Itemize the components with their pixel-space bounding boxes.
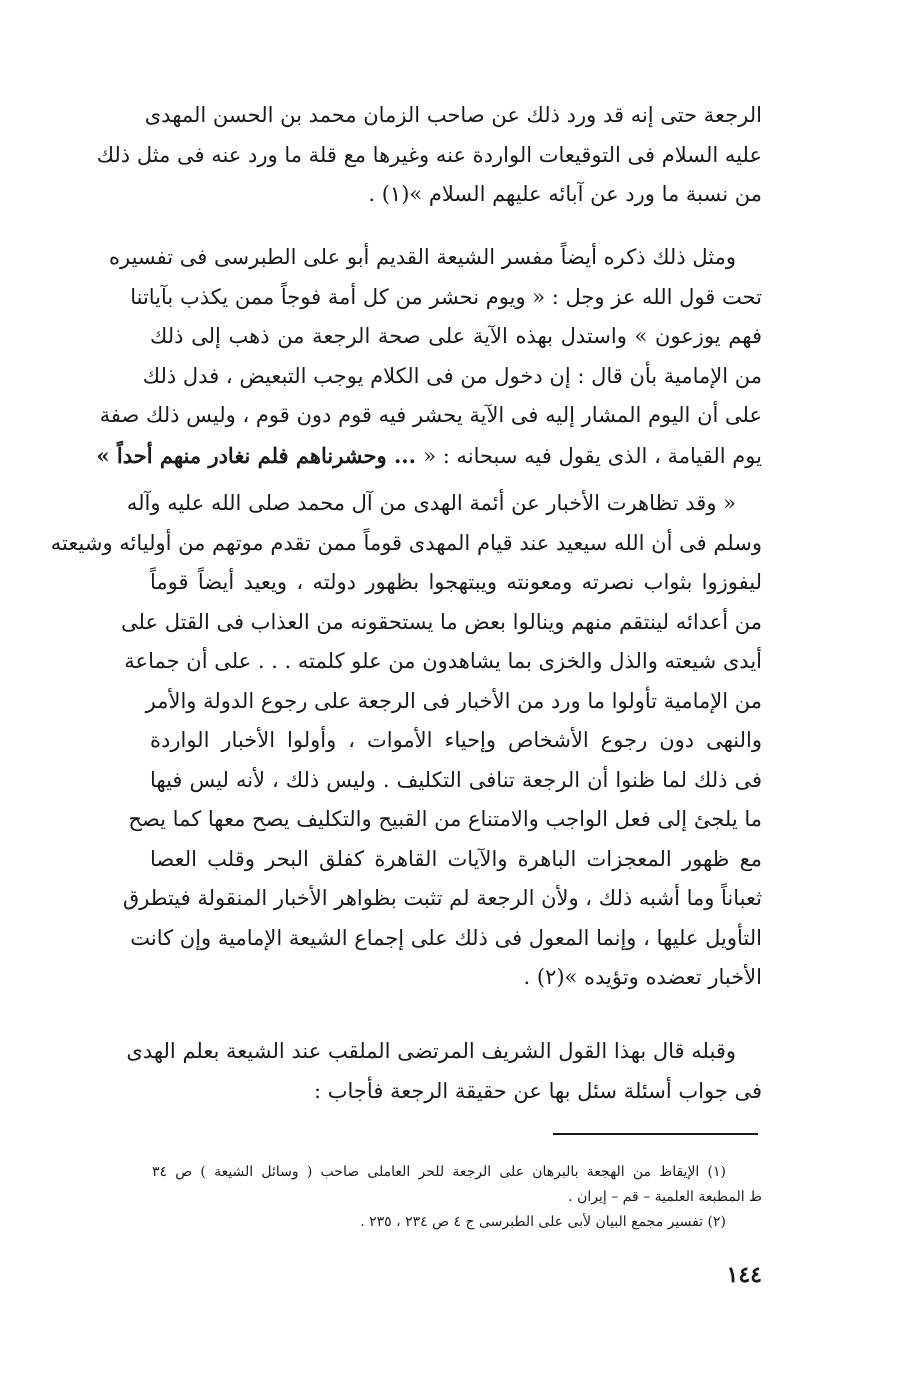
text-line: تحت قول الله عز وجل : « ويوم نحشر من كل أمة فوجاً ممن يكذب بآياتنا [130,284,762,309]
footnote-divider [553,1133,758,1135]
text-line: من أعدائه لينتقم منهم وينالوا بعض ما يستحقونه من العذاب فى القتل على [121,609,762,634]
quranic-quote: ... وحشرناهم فلم نغادر منهم أحداً » [96,442,424,468]
text-line: أيدى شيعته والذل والخزى بما يشاهدون من علو كلمته . . . على أن جماعة [124,649,762,673]
paragraph-4 [126,1032,762,1111]
text-line: ومثل ذلك ذكره أيضاً مفسر الشيعة القديم أبو على الطبرسى فى تفسيره [109,245,736,269]
text-line: من الإمامية بأن قال : إن دخول من فى الكلام يوجب التبعيض ، فدل ذلك [142,363,762,388]
text-line: الرجعة حتى إنه قد ورد ذلك عن صاحب الزمان محمد بن الحسن المهدى [144,103,762,127]
footnote-1: (١) الإيقاظ من الهجعة بالبرهان على الرجعة للحر العاملى صاحب ( وسائل الشيعة ) ص ٣٤ [152,1164,726,1180]
text-line: التأويل عليها ، وإنما المعول فى ذلك على إجماع الشيعة الإمامية وإن كانت [130,925,762,950]
text-line-plain: يوم القيامة ، الذى يقول فيه سبحانه : « [423,443,762,468]
text-line: مع ظهور المعجزات الباهرة والآيات القاهرة كفلق البحر وقلب العصا [150,846,762,871]
paragraph-1 [96,96,762,215]
text-line: وسلم فى أن الله سيعيد عند قيام المهدى قوماً ممن تقدم موتهم من أوليائه وشيعته [50,530,762,555]
text-line: فى ذلك لما ظنوا أن الرجعة تنافى التكليف . وليس ذلك ، لأنه ليس فيها [150,767,762,792]
text-line: الأخبار تعضده وتؤيده »(٢) . [523,965,762,989]
text-line: فى جواب أسئلة سئل بها عن حقيقة الرجعة فأجاب : [314,1078,762,1103]
page-number: ١٤٤ [726,1262,762,1288]
text-line-with-quote [96,436,762,476]
text-line: ما يلجئ إلى فعل الواجب والامتناع من القبيح والتكليف يصح معها كما يصح [128,807,762,831]
text-line: فهم يوزعون » واستدل بهذه الآية على صحة الرجعة من ذهب إلى ذلك [150,324,762,348]
paragraph-3-quotation [50,484,762,998]
text-line: من الإمامية تأولوا ما ورد من الأخبار فى الرجعة على رجوع الدولة والأمر [145,688,762,713]
text-line: على أن اليوم المشار إليه فى الآية يحشر فيه قوم دون قوم ، وليس ذلك صفة [99,403,762,427]
paragraph-2 [96,238,762,475]
text-line: « وقد تظاهرت الأخبار عن أئمة الهدى من آل محمد صلى الله عليه وآله [126,491,736,515]
footnote-1-continued: ط المطبعة العلمية – قم – إيران . [568,1189,762,1205]
footnotes [152,1160,762,1235]
text-line: من نسبة ما ورد عن آبائه عليهم السلام »(١) . [368,182,762,206]
footnote-2: (٢) تفسير مجمع البيان لأبى على الطبرسى ج ٤ ص ٢٣٤ ، ٢٣٥ . [360,1214,726,1230]
text-line: ليفوزوا بثواب نصرته ومعونته ويبتهجوا بظهور دولته ، ويعيد أيضاً قوماً [150,570,762,594]
text-line: والنهى دون رجوع الأشخاص وإحياء الأموات ، وأولوا الأخبار الواردة [150,728,762,752]
text-line: ثعباناً وما أشبه ذلك ، ولأن الرجعة لم تثبت بظواهر الأخبار المنقولة فيتطرق [122,886,762,910]
text-line: عليه السلام فى التوقيعات الواردة عنه وغيرها مع قلة ما ورد عنه فى مثل ذلك [96,142,762,167]
text-line: وقبله قال بهذا القول الشريف المرتضى الملقب عند الشيعة بعلم الهدى [126,1039,736,1063]
